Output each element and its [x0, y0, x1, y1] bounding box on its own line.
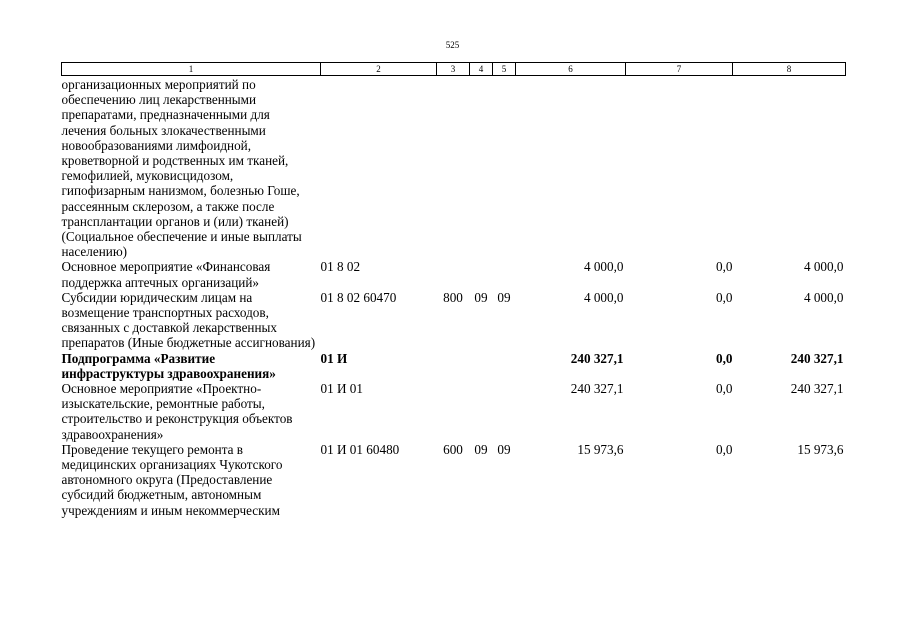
row-change-cell: 0,0 — [716, 289, 733, 305]
row-code-cell: 01 И 01 — [320, 381, 363, 397]
column-header: 3 — [437, 63, 470, 76]
row-rz-cell: 09 — [474, 441, 488, 457]
row-vr-cell: 800 — [443, 289, 463, 305]
row-change-cell: 0,0 — [716, 381, 733, 397]
row-name-cell: Основное мероприятие «Проектно-изыскательские, ремонтные работы, строительство и реконструкция объектов здравоохранения» — [61, 381, 293, 442]
row-total-cell: 240 327,1 — [790, 350, 844, 366]
row-rz-cell: 09 — [474, 289, 488, 305]
row-pr-cell: 09 — [497, 289, 511, 305]
column-header: 1 — [62, 63, 321, 76]
table-header-row — [62, 63, 846, 76]
table-row — [62, 259, 846, 289]
page-number: 525 — [445, 40, 460, 50]
row-vr-cell: 600 — [443, 441, 463, 457]
row-name-cell: организационных мероприятий по обеспечению лиц лекарственными препаратами, предназначенными для лечения больных злокачественными новообразованиями лимфоидной, кроветворной и родственных им тканей, гемофилией, муковисцидозом, гипофизарным нанизмом, болезнью Гоше, рассеянным склерозом, а также после трансплантации органов и (или) тканей) (Социальное обеспечение и иные выплаты населению) — [61, 77, 302, 260]
row-vr-cell — [437, 259, 470, 289]
row-change-cell — [626, 76, 733, 260]
row-pr-cell — [493, 259, 516, 289]
row-name-cell: Подпрограмма «Развитие инфраструктуры здравоохранения» — [61, 350, 276, 381]
row-rz-cell — [470, 259, 493, 289]
row-name-cell: Основное мероприятие «Финансовая поддержка аптечных организаций» — [61, 259, 271, 290]
column-header: 5 — [493, 63, 516, 76]
row-name-cell: Субсидии юридическим лицам на возмещение транспортных расходов, связанных с доставкой лекарственных препаратов (Иные бюджетные ассигнования) — [61, 289, 316, 351]
row-amount-cell: 4 000,0 — [583, 259, 624, 275]
table-row — [62, 351, 846, 381]
table-row — [62, 381, 846, 442]
row-amount-cell: 15 973,6 — [577, 441, 624, 457]
row-amount-cell: 240 327,1 — [570, 381, 624, 397]
row-pr-cell: 09 — [497, 441, 511, 457]
row-total-cell: 15 973,6 — [797, 441, 844, 457]
row-code-cell — [321, 76, 437, 260]
column-header: 2 — [321, 63, 437, 76]
row-amount-cell: 240 327,1 — [570, 350, 624, 366]
row-code-cell: 01 8 02 — [320, 259, 361, 275]
row-pr-cell — [493, 76, 516, 260]
row-vr-cell — [437, 76, 470, 260]
column-header: 8 — [733, 63, 846, 76]
row-total-cell — [733, 76, 846, 260]
row-rz-cell — [470, 76, 493, 260]
table-row — [62, 442, 846, 518]
row-total-cell: 4 000,0 — [803, 259, 844, 275]
row-code-cell: 01 8 02 60470 — [320, 289, 397, 305]
table-row — [62, 76, 846, 260]
row-pr-cell — [493, 351, 516, 381]
row-total-cell: 4 000,0 — [803, 289, 844, 305]
row-change-cell: 0,0 — [716, 350, 733, 366]
column-header: 7 — [626, 63, 733, 76]
table-row — [62, 290, 846, 351]
row-rz-cell — [470, 381, 493, 442]
row-name-cell: Проведение текущего ремонта в медицинских организациях Чукотского автономного округа (Предоставление субсидий бюджетным, автономным учреждениям и иным некоммерческим — [61, 441, 283, 518]
row-rz-cell — [470, 351, 493, 381]
column-header: 6 — [516, 63, 626, 76]
row-vr-cell — [437, 351, 470, 381]
row-code-cell: 01 И — [320, 350, 348, 366]
budget-table — [61, 62, 846, 518]
row-amount-cell: 4 000,0 — [583, 289, 624, 305]
row-total-cell: 240 327,1 — [790, 381, 844, 397]
row-change-cell: 0,0 — [716, 441, 733, 457]
row-amount-cell — [516, 76, 626, 260]
row-code-cell: 01 И 01 60480 — [320, 441, 400, 457]
row-change-cell: 0,0 — [716, 259, 733, 275]
column-header: 4 — [470, 63, 493, 76]
row-vr-cell — [437, 381, 470, 442]
row-pr-cell — [493, 381, 516, 442]
